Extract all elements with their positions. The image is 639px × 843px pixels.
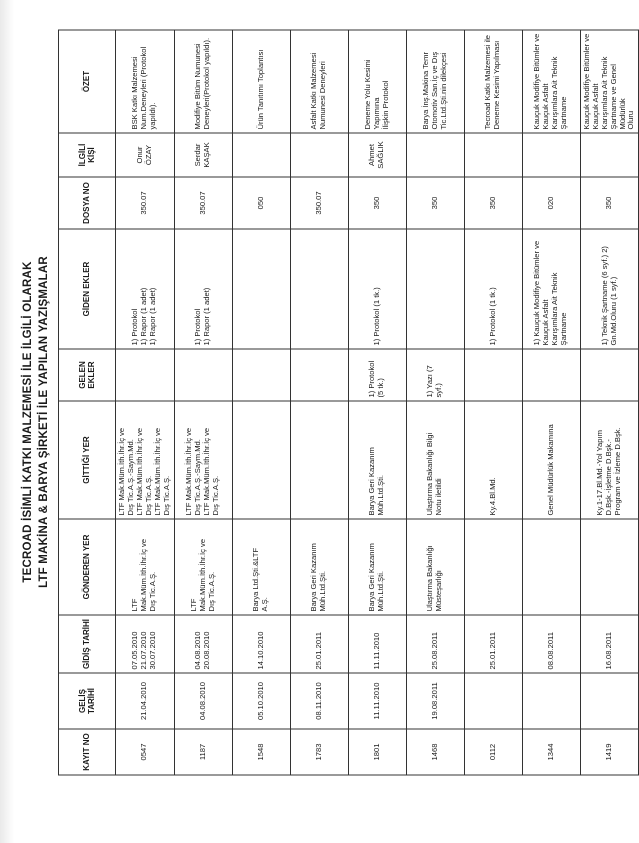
cell-ozet: Barya İnş.Makina Temr Otomotiv San.İç ve Dış Tic.Ltd.Şti.nin dilekçesi: [406, 30, 464, 133]
cell-gittigi: Ky.4.Bl.Md.: [464, 401, 522, 519]
cell-kayit: 1468: [406, 729, 464, 775]
cell-kayit: 1548: [232, 729, 290, 775]
cell-gelen-ek: 1) Yazı (7 syf.): [406, 349, 464, 401]
cell-gelis: 21.04.2010: [116, 673, 175, 729]
cell-gelis: [464, 673, 522, 729]
cell-gonderen: Barya Geri Kazanım Müh.Ltd.Şti.: [348, 519, 406, 615]
cell-dosya: 350: [464, 177, 522, 229]
cell-gelen-ek: [580, 349, 639, 401]
cell-gittigi: Ky.1-17.Bl.Md.-Yol Yapım D.Bşk.-İşletme D.Bşk.- Program ve İzleme D.Bşk.: [580, 401, 639, 519]
cell-gidis: 08.08.2011: [522, 615, 580, 673]
cell-gonderen: Barya Ltd.Şti.&LTF A.Ş.: [232, 519, 290, 615]
cell-gonderen: [522, 519, 580, 615]
cell-dosya: 020: [522, 177, 580, 229]
document-title-line1: TECROAD İSİMLİ KATKI MALZEMESİ İLE İLGİLİ OLARAK: [22, 260, 34, 583]
cell-gelis: 19.08.2011: [406, 673, 464, 729]
cell-dosya: 350.07: [174, 177, 232, 229]
cell-kisi: Serdar KAŞAK: [174, 133, 232, 177]
cell-dosya: 350: [348, 177, 406, 229]
cell-gonderen: [580, 519, 639, 615]
cell-gittigi: Ulaştırma Bakanlığı Bilgi Notu iletildi: [406, 401, 464, 519]
cell-gonderen: LTF Mak.Müm.İth.İhr.İç ve Dış Tic.A.Ş.: [174, 519, 232, 615]
cell-kayit: 0112: [464, 729, 522, 775]
cell-gittigi: [290, 401, 348, 519]
cell-gidis: 07.05.2010 21.07.2010 30.07.2010: [116, 615, 175, 673]
cell-dosya: 350: [406, 177, 464, 229]
header-gittigi-yer: GİTTİĞİ YER: [59, 401, 116, 519]
cell-giden-ek: [232, 229, 290, 349]
cell-dosya: 050: [232, 177, 290, 229]
cell-dosya: 350.07: [116, 177, 175, 229]
cell-gelen-ek: 1) Protokol (5 tk.): [348, 349, 406, 401]
header-gelen-ekler: GELEN EKLER: [59, 349, 116, 401]
cell-ozet: Tecroad Katkı Malzemesi ile Deneme Kesimi Yapılması: [464, 30, 522, 133]
correspondence-table: [58, 29, 639, 775]
table-row: [174, 30, 232, 775]
table-row: [522, 30, 580, 775]
cell-gittigi: LTF Mak.Müm.İth.İhr.İç ve Dış Tic.A.Ş.-Saym.Md. LTF Mak.Müm.İth.İhr.İç ve Dış Tic.A.Ş.: [174, 401, 232, 519]
cell-gidis: 25.01.2011: [464, 615, 522, 673]
header-gidis-tarihi: GİDİŞ TARİHİ: [59, 615, 116, 673]
cell-kisi: [522, 133, 580, 177]
cell-gelis: 05.10.2010: [232, 673, 290, 729]
cell-kayit: 1783: [290, 729, 348, 775]
cell-kayit: 1419: [580, 729, 639, 775]
table-row: [464, 30, 522, 775]
cell-gittigi: Barya Geri Kazanım Müh.Ltd.Şti.: [348, 401, 406, 519]
cell-kisi: [290, 133, 348, 177]
cell-giden-ek: 1) Protokol 1) Rapor (1 adet) 1) Rapor (1 adet): [116, 229, 175, 349]
table-row: [348, 30, 406, 775]
header-gelis-tarihi: GELİŞ TARİHİ: [59, 673, 116, 729]
cell-ozet: Kauçuk Modifiye Bitümler ve Kauçuk Asfalt Karışımlara Ait Teknik Şartname ve Genel Müdürlük Oluru: [580, 30, 639, 133]
cell-kayit: 1801: [348, 729, 406, 775]
cell-kayit: 0547: [116, 729, 175, 775]
cell-gelis: 08.11.2010: [290, 673, 348, 729]
cell-kisi: Onur ÖZAY: [116, 133, 175, 177]
cell-giden-ek: 1) Protokol (1 tk.): [464, 229, 522, 349]
cell-kisi: [232, 133, 290, 177]
table-row: [580, 30, 639, 775]
cell-ozet: Modifiye Bitüm Numunesi Deneyleri(Protokol yapıldı).: [174, 30, 232, 133]
cell-gidis: 14.10.2010: [232, 615, 290, 673]
cell-kayit: 1187: [174, 729, 232, 775]
table-row: [232, 30, 290, 775]
document-title-line2: LTF MAKİNA & BARYA ŞİRKETİ İLE YAPILAN YAZIŞMALAR: [38, 255, 50, 588]
cell-gelen-ek: [116, 349, 175, 401]
cell-kisi: Ahmet SAĞLIK: [348, 133, 406, 177]
cell-giden-ek: 1) Protokol (1 tk.): [348, 229, 406, 349]
cell-kisi: [580, 133, 639, 177]
cell-gelis: [580, 673, 639, 729]
header-gonderen-yer: GÖNDEREN YER: [59, 519, 116, 615]
cell-gidis: 04.08.2010 20.08.2010: [174, 615, 232, 673]
cell-gelen-ek: [522, 349, 580, 401]
table-header-row: [59, 30, 116, 775]
cell-giden-ek: 1) Teknik Şartname (6 syf.) 2) Gn.Md.Oluru (1 syf.): [580, 229, 639, 349]
cell-gonderen: LTF Mak.Müm.İth.İhr.İç ve Dış Tic.A.Ş.: [116, 519, 175, 615]
cell-ozet: Asfalt Katkı Malzemesi Numunesi Deneyleri: [290, 30, 348, 133]
cell-ozet: BSK Katkı Malzemesi Num.Deneyleri (Protokol yapıldı).: [116, 30, 175, 133]
cell-gidis: 25.08.2011: [406, 615, 464, 673]
cell-gelis: 11.11.2010: [348, 673, 406, 729]
cell-gonderen: [464, 519, 522, 615]
cell-gidis: 25.01.2011: [290, 615, 348, 673]
cell-gidis: 11.11.2010: [348, 615, 406, 673]
header-ilgili-kisi: İLGİLİ KİŞİ: [59, 133, 116, 177]
cell-kisi: [406, 133, 464, 177]
cell-ozet: Ürün Tanıtımı Toplantısı: [232, 30, 290, 133]
cell-kayit: 1344: [522, 729, 580, 775]
table-row: [116, 30, 175, 775]
cell-kisi: [464, 133, 522, 177]
cell-gonderen: Ulaştırma Bakanlığı Müsteşarlığı: [406, 519, 464, 615]
cell-gittigi: [232, 401, 290, 519]
cell-dosya: 350: [580, 177, 639, 229]
table-row: [290, 30, 348, 775]
cell-giden-ek: [406, 229, 464, 349]
cell-gelen-ek: [174, 349, 232, 401]
cell-giden-ek: 1) Protokol 1) Rapor (1 adet): [174, 229, 232, 349]
cell-ozet: Deneme Yolu Kesimi Yapımına İlişkin Protokol: [348, 30, 406, 133]
header-giden-ekler: GİDEN EKLER: [59, 229, 116, 349]
cell-gidis: 16.08.2011: [580, 615, 639, 673]
cell-gelen-ek: [290, 349, 348, 401]
cell-gittigi: Genel Müdürlük Makamına: [522, 401, 580, 519]
header-dosya-no: DOSYA NO: [59, 177, 116, 229]
cell-gelen-ek: [464, 349, 522, 401]
cell-gonderen: Barya Geri Kazanım Müh.Ltd.Şti.: [290, 519, 348, 615]
cell-ozet: Kauçuk Modifiye Bitümler ve Kauçuk Asfalt Karışımlara Ait Teknik Şartname: [522, 30, 580, 133]
cell-gelis: [522, 673, 580, 729]
table-row: [406, 30, 464, 775]
header-kayit-no: KAYIT NO: [59, 729, 116, 775]
header-ozet: ÖZET: [59, 30, 116, 133]
cell-giden-ek: [290, 229, 348, 349]
cell-dosya: 350.07: [290, 177, 348, 229]
cell-gelen-ek: [232, 349, 290, 401]
cell-gelis: 04.08.2010: [174, 673, 232, 729]
cell-gittigi: LTF Mak.Müm.İth.İhr.İç ve Dış Tic.A.Ş.-Saym.Md. LTF Mak.Müm.İth.İhr.İç ve Dış Tic.A.Ş. LTF Mak.Müm.İth.İhr.İç ve Dış Tic.A.Ş.: [116, 401, 175, 519]
cell-giden-ek: 1) Kauçuk Modifiye Bitümler ve Kauçuk Asfalt Karışımlara Ait Teknik Şartname: [522, 229, 580, 349]
